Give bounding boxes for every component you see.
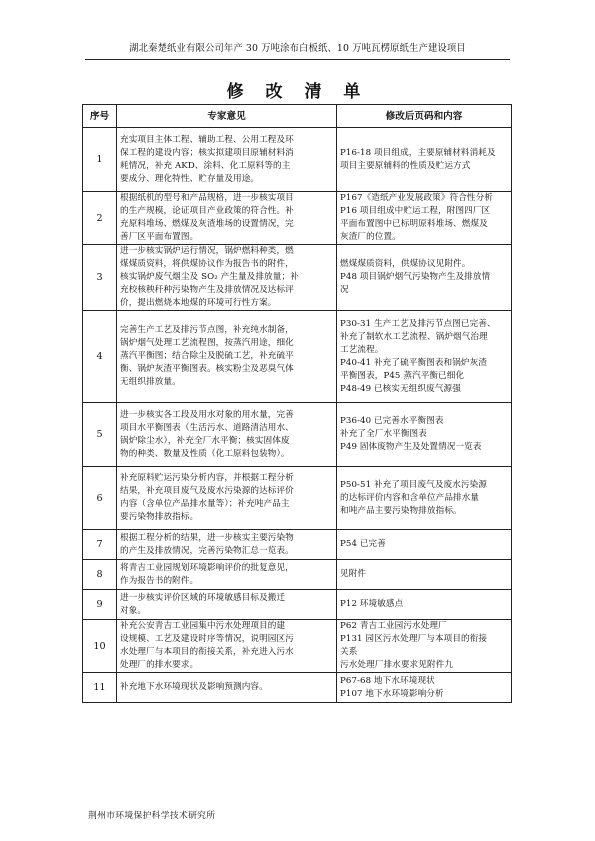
expert-opinion-line: 衡、锅炉灰渣平衡图表。核实粉尘及恶臭气体 xyxy=(120,364,294,374)
revision-cell xyxy=(337,128,512,192)
expert-opinion-cell xyxy=(117,311,337,403)
page-footer: 荆州市环境保护科学技术研究所 xyxy=(88,811,216,821)
expert-opinion-line: 进一步核实评价区域的环境敏感目标及搬迁 xyxy=(120,592,286,603)
expert-opinion-line: 要污染物排放指标。 xyxy=(120,512,199,522)
row-number: 11 xyxy=(83,673,117,703)
revision-line: P48-49 已核实无组织废气源强 xyxy=(340,383,461,394)
revision-line: P12 环境敏感点 xyxy=(340,599,404,609)
expert-opinion-line: 对象。 xyxy=(120,605,147,616)
expert-opinion-line: 充校核秧秆种污染物产生及排放情况及达标评 xyxy=(120,285,294,295)
expert-opinion-cell xyxy=(117,673,337,703)
expert-opinion-line: 设规模、工艺及建设时序等情况，说明园区污 xyxy=(120,634,294,644)
revision-cell xyxy=(337,590,512,620)
expert-opinion-line: 补充原料贮运污染分析内容，并根据工程分析 xyxy=(120,473,294,483)
revision-line: P50-51 补充了项目废气及废水污染源 xyxy=(340,479,488,490)
table-row xyxy=(83,620,512,673)
revision-line: 补充了全厂水平衡图表 xyxy=(340,429,427,439)
expert-opinion-line: 将青吉工业园规划环境影响评价的批复意见， xyxy=(120,562,294,573)
expert-opinion-line: 根据纸机的型号和产品规格，进一步核实项目 xyxy=(120,193,294,203)
expert-opinion-cell xyxy=(117,590,337,620)
expert-opinion-line: 完善生产工艺及排污节点图，补充纯水制备， xyxy=(120,325,294,335)
row-number: 8 xyxy=(83,560,117,590)
revision-line: 和吨产品主要污染物排放指标。 xyxy=(340,505,462,516)
table-row xyxy=(83,530,512,560)
revision-line: 灰渣厂的位置。 xyxy=(340,232,401,242)
revision-line: P62 青吉工业园污水处理厂 xyxy=(340,621,447,631)
revision-line: P49 固体废物产生及处置情况一览表 xyxy=(340,442,482,452)
table-row xyxy=(83,311,512,403)
revision-line: 的达标评价内容和含单位产品排水量 xyxy=(340,492,480,503)
table-body xyxy=(83,128,512,703)
revision-line: 况 xyxy=(340,285,349,295)
revision-cell xyxy=(337,467,512,530)
revision-line: 见附件 xyxy=(340,569,367,579)
revision-line: 工艺流程。 xyxy=(340,344,384,355)
revision-cell xyxy=(337,192,512,245)
revision-line: P16-18 项目组成，主要原辅材料消耗及 xyxy=(340,147,496,158)
expert-opinion-line: 的生产规模，论证项目产业政策的符合性。补 xyxy=(120,206,294,216)
row-number: 7 xyxy=(83,530,117,560)
expert-opinion-line: 项目水平衡图表（生活污水、道路清洁用水、 xyxy=(120,422,294,433)
row-number: 9 xyxy=(83,590,117,620)
expert-opinion-line: 充原料堆场、燃煤及灰渣堆场的设置情况，完 xyxy=(120,219,294,229)
table-row xyxy=(83,467,512,530)
revision-line: P131 园区污水处理厂与本项目的衔接 xyxy=(340,634,488,644)
expert-opinion-cell xyxy=(117,403,337,467)
expert-opinion-line: 价，提出燃烧本地煤的环境可行性方案。 xyxy=(120,298,277,308)
expert-opinion-line: 的产生及排放情况，完善污染物汇总一览表。 xyxy=(120,545,294,556)
revision-cell xyxy=(337,311,512,403)
expert-opinion-line: 作为报告书的附件。 xyxy=(120,575,199,586)
revision-line: P48 项目锅炉烟气污染物产生及排放情 xyxy=(340,272,491,282)
expert-opinion-cell xyxy=(117,467,337,530)
expert-opinion-line: 锅炉除尘水），补充全厂水平衡；核实固体废 xyxy=(120,435,290,446)
expert-opinion-cell xyxy=(117,245,337,311)
row-number: 2 xyxy=(83,192,117,245)
expert-opinion-line: 进一步核实锅炉运行情况，锅炉燃料种类，燃 xyxy=(120,246,294,256)
expert-opinion-line: 充实项目主体工程、辅助工程、公用工程及环 xyxy=(120,134,294,145)
table-row xyxy=(83,245,512,311)
revision-cell xyxy=(337,403,512,467)
expert-opinion-line: 水处理厂与本项目的衔接关系，补充进入污水 xyxy=(120,647,294,657)
table-row xyxy=(83,590,512,620)
expert-opinion-line: 耗情况，补充 AKD、涂料、化工原料等的主 xyxy=(120,160,291,171)
column-header-revision: 修改后页码和内容 xyxy=(337,105,512,128)
revision-line: P107 地下水环境影响分析 xyxy=(340,688,444,699)
row-number: 5 xyxy=(83,403,117,467)
revision-line: 补充了制软水工艺流程、锅炉烟气治理 xyxy=(340,331,488,342)
revision-line: P67-68 地下水环境现状 xyxy=(340,675,435,686)
expert-opinion-line: 处理厂的排水要求。 xyxy=(120,660,199,670)
row-number: 4 xyxy=(83,311,117,403)
expert-opinion-line: 善厂区平面布置图。 xyxy=(120,232,199,242)
revision-line: P16 项目组成中贮运工程，附图四厂区 xyxy=(340,206,491,216)
table-row xyxy=(83,673,512,703)
expert-opinion-line: 补充公安青吉工业园集中污水处理项目的建 xyxy=(120,621,286,631)
revision-line: 项目主要原辅料的性质及贮运方式 xyxy=(340,160,471,171)
row-number: 10 xyxy=(83,620,117,673)
expert-opinion-line: 物的种类、数量及性质（化工原料包装物）。 xyxy=(120,448,290,459)
table-row xyxy=(83,128,512,192)
expert-opinion-cell xyxy=(117,530,337,560)
revision-cell xyxy=(337,530,512,560)
revision-cell xyxy=(337,673,512,703)
column-header-opinion: 专家意见 xyxy=(117,105,337,128)
expert-opinion-line: 煤煤质资料，将供煤协议作为报告书的附件， xyxy=(120,259,294,269)
revision-line: P30-31 生产工艺及排污节点图已完善、 xyxy=(340,318,496,329)
expert-opinion-cell xyxy=(117,192,337,245)
expert-opinion-line: 结果，补充项目废气及废水污染源的达标评价 xyxy=(120,486,294,496)
table-row xyxy=(83,560,512,590)
table-row xyxy=(83,403,512,467)
revision-table xyxy=(82,104,512,703)
column-header-no: 序号 xyxy=(83,105,117,128)
revision-line: 平衡图表，P45 蒸汽平衡已细化 xyxy=(340,370,465,381)
revision-line: 平面布置图中已标明原料堆场、燃煤及 xyxy=(340,219,488,229)
expert-opinion-cell xyxy=(117,128,337,192)
row-number: 1 xyxy=(83,128,117,192)
expert-opinion-line: 蒸汽平衡图；结合除尘及脱硫工艺，补充硫平 xyxy=(120,351,294,361)
revision-cell xyxy=(337,245,512,311)
expert-opinion-line: 锅炉烟气处理工艺流程图，按蒸汽用途，细化 xyxy=(120,338,294,348)
table-header-row xyxy=(83,105,512,128)
revision-cell xyxy=(337,620,512,673)
page-header: 湖北秦楚纸业有限公司年产 30 万吨涂布白板纸、10 万吨瓦楞原纸生产建设项目 xyxy=(85,40,510,60)
revision-cell xyxy=(337,560,512,590)
row-number: 3 xyxy=(83,245,117,311)
revision-line: P40-41 补充了硫平衡图表和锅炉灰渣 xyxy=(340,357,488,368)
expert-opinion-line: 要成分、理化特性、贮存量及用途。 xyxy=(120,173,260,184)
expert-opinion-line: 保工程的建设内容；核实拟建项目原辅材料消 xyxy=(120,147,294,158)
table-row xyxy=(83,192,512,245)
row-number: 6 xyxy=(83,467,117,530)
revision-line: 燃煤煤质资料，供煤协议见附件。 xyxy=(340,259,471,269)
revision-line: 污水处理厂排水要求见附件九 xyxy=(340,660,454,670)
expert-opinion-line: 进一步核实各工段及用水对象的用水量，完善 xyxy=(120,409,294,420)
revision-line: 关系 xyxy=(340,647,358,657)
expert-opinion-line: 补充地下水环境现状及影响预测内容。 xyxy=(120,682,268,692)
expert-opinion-line: 无组织排放量。 xyxy=(120,377,181,387)
expert-opinion-cell xyxy=(117,620,337,673)
expert-opinion-line: 核实锅炉废气烟尘及 SO₂ 产生量及排放量；补 xyxy=(120,272,299,282)
expert-opinion-line: 内容（含单位产品排水量等）；补充吨产品主 xyxy=(120,499,290,509)
revision-line: P36-40 已完善水平衡图表 xyxy=(340,416,444,426)
revision-line: P54 已完善 xyxy=(340,539,386,549)
expert-opinion-cell xyxy=(117,560,337,590)
expert-opinion-line: 根据工程分析的结果，进一步核实主要污染物 xyxy=(120,532,294,543)
page-title: 修 改 清 单 xyxy=(226,82,369,102)
revision-line: P167《造纸产业发展政策》符合性分析 xyxy=(340,193,493,203)
